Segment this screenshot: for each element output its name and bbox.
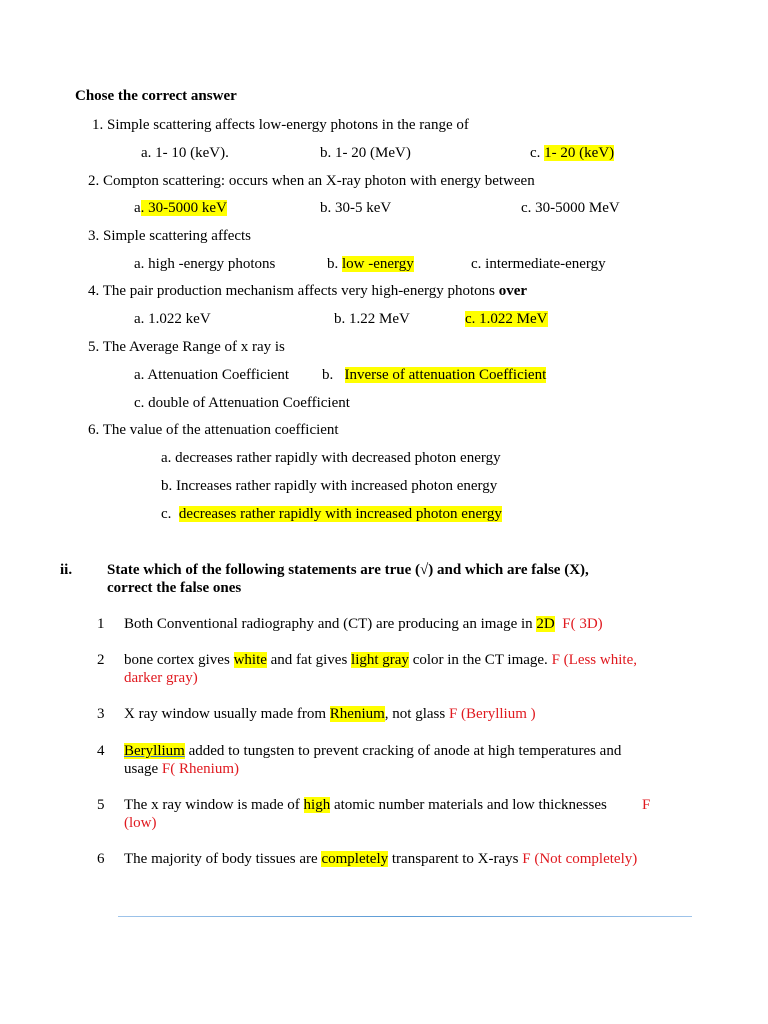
highlighted-word: Beryllium — [124, 743, 185, 759]
statement-text: , not glass — [384, 706, 449, 722]
statement-4 — [124, 742, 621, 761]
statement-2 — [124, 651, 637, 670]
q4-option-a: a. 1.022 keV — [134, 311, 211, 327]
q4-option-b: b. 1.22 MeV — [334, 311, 410, 327]
statement-text: Both Conventional radiography and (CT) are producing an image in — [124, 616, 537, 632]
section-heading: Chose the correct answer — [75, 88, 237, 104]
option-letter: b. — [327, 256, 342, 272]
statement-5 — [124, 796, 607, 815]
item-number: 4 — [97, 743, 105, 759]
section-numeral: ii. — [60, 562, 73, 578]
correction-text-cont: (low) — [124, 815, 157, 831]
correction-text: F (Not completely) — [522, 851, 638, 867]
statement-text: usage — [124, 761, 162, 777]
q2-option-a — [134, 199, 227, 218]
statement-3 — [124, 705, 536, 724]
highlighted-word: white — [233, 652, 267, 668]
q3-option-a: a. high -energy photons — [134, 256, 276, 272]
q3-option-b — [327, 255, 414, 274]
question-4 — [88, 282, 527, 301]
statement-text: atomic number materials and low thicknesses — [330, 797, 607, 813]
footer-divider — [118, 916, 692, 917]
item-number: 5 — [97, 797, 105, 813]
q5-option-b — [322, 366, 546, 385]
item-number: 1 — [97, 616, 105, 632]
statement-text: and fat gives — [266, 652, 352, 668]
statement-text: bone cortex gives — [124, 652, 234, 668]
q1-option-c — [530, 144, 614, 163]
q3-option-c: c. intermediate-energy — [471, 256, 606, 272]
q1-option-b: b. 1- 20 (MeV) — [320, 145, 411, 161]
correction-text: F (Less white, — [551, 652, 637, 668]
q6-option-c — [161, 505, 502, 524]
statement-text: The x ray window is made of — [124, 797, 304, 813]
statement-text: X ray window usually made from — [124, 706, 330, 722]
highlighted-answer: 1- 20 (keV) — [544, 145, 615, 161]
statement-text: added to tungsten to prevent cracking of anode at high temperatures and — [184, 743, 622, 759]
q2-option-c: c. 30-5000 MeV — [521, 200, 620, 216]
q6-option-b: b. Increases rather rapidly with increased photon energy — [161, 478, 498, 494]
section-2-heading: State which of the following statements are true (√) and which are false (X), — [107, 562, 589, 578]
correction-text: F( 3D) — [562, 616, 603, 632]
option-letter: a — [134, 200, 141, 216]
option-letter: c. — [161, 506, 172, 522]
item-number: 3 — [97, 706, 105, 722]
option-letter: c. — [530, 145, 545, 161]
highlighted-word: completely — [321, 851, 389, 867]
correction-text: F — [642, 797, 651, 813]
highlighted-answer: . 30-5000 keV — [140, 200, 227, 216]
highlighted-word: 2D — [536, 616, 555, 632]
highlighted-word: high — [303, 797, 331, 813]
item-number: 6 — [97, 851, 105, 867]
question-3: 3. Simple scattering affects — [88, 228, 252, 244]
highlighted-answer: low -energy — [342, 256, 414, 272]
statement-1 — [124, 615, 603, 634]
q5-option-c: c. double of Attenuation Coefficient — [134, 395, 350, 411]
highlighted-answer: Inverse of attenuation Coefficient — [344, 367, 547, 383]
question-5: 5. The Average Range of x ray is — [88, 339, 285, 355]
statement-6 — [124, 850, 637, 869]
question-1: 1. Simple scattering affects low-energy photons in the range of — [92, 117, 469, 133]
statement-text: The majority of body tissues are — [124, 851, 322, 867]
q6-option-a: a. decreases rather rapidly with decreased photon energy — [161, 450, 501, 466]
highlighted-word: Rhenium — [329, 706, 385, 722]
q2-option-b: b. 30-5 keV — [320, 200, 392, 216]
highlighted-answer: c. 1.022 MeV — [465, 311, 548, 327]
bold-word: over — [498, 283, 528, 299]
statement-text: color in the CT image. — [408, 652, 552, 668]
q5-option-a: a. Attenuation Coefficient — [134, 367, 290, 383]
item-number: 2 — [97, 652, 105, 668]
q4-option-c — [465, 310, 548, 329]
question-2: 2. Compton scattering: occurs when an X-ray photon with energy between — [88, 173, 535, 189]
statement-text: transparent to X-rays — [388, 851, 523, 867]
section-2-heading-cont: correct the false ones — [107, 580, 242, 596]
q1-option-a: a. 1- 10 (keV). — [141, 145, 229, 161]
option-letter: b. — [322, 367, 334, 383]
question-6: 6. The value of the attenuation coefficient — [88, 422, 339, 438]
question-text: 4. The pair production mechanism affects very high-energy photons — [88, 283, 499, 299]
highlighted-word: light gray — [351, 652, 409, 668]
highlighted-answer: decreases rather rapidly with increased photon energy — [178, 506, 502, 522]
correction-text: F (Beryllium ) — [448, 706, 536, 722]
correction-text: F( Rhenium) — [161, 761, 239, 777]
correction-text-cont: darker gray) — [124, 670, 198, 686]
statement-4-cont — [124, 760, 239, 779]
